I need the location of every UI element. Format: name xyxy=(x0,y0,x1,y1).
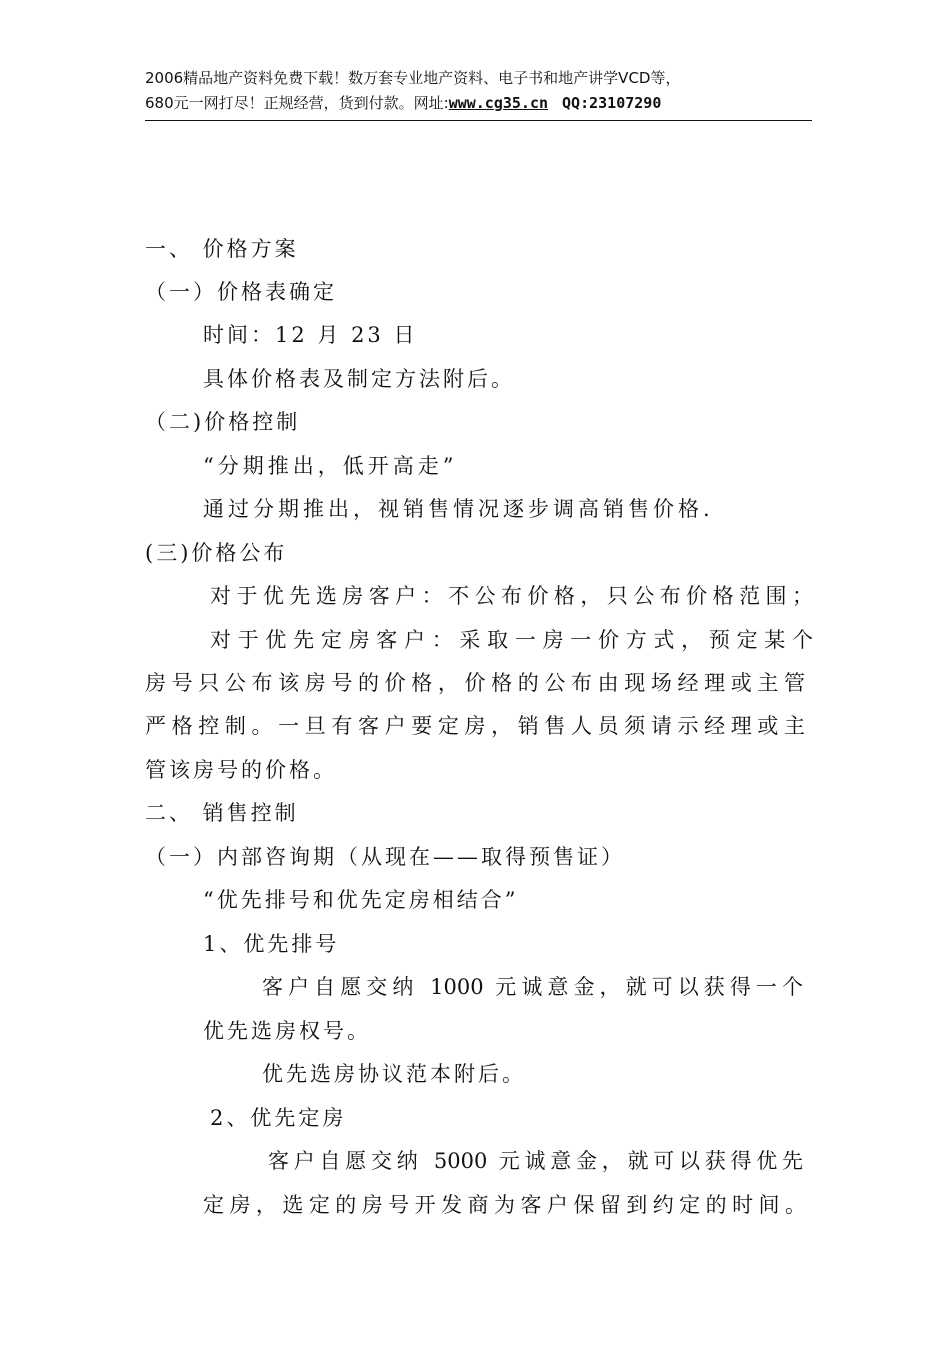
section-2-1-slogan: “优先排号和优先定房相结合” xyxy=(203,888,519,912)
section-2-1-item-2-line-1: 客户自愿交纳 5000 元诚意金，就可以获得优先 xyxy=(268,1149,803,1173)
section-2-1-item-2-line-2: 定房，选定的房号开发商为客户保留到约定的时间。 xyxy=(203,1193,806,1217)
section-2-1-item-2-title: 2、优先定房 xyxy=(210,1106,347,1130)
section-2-title: 二、 销售控制 xyxy=(145,801,299,825)
section-1-3-para-2-line-4: 管该房号的价格。 xyxy=(145,758,337,782)
header-line-2-text: 680元一网打尽！正规经营，货到付款。网址: xyxy=(145,94,449,112)
header-line-1: 2006精品地产资料免费下载！数万套专业地产资料、电子书和地产讲学VCD等， xyxy=(145,69,681,87)
section-2-1-title: （一）内部咨询期（从现在——取得预售证） xyxy=(145,845,625,869)
section-1-3-para-1: 对于优先选房客户：不公布价格，只公布价格范围； xyxy=(210,584,813,608)
section-2-1-item-1-note: 优先选房协议范本附后。 xyxy=(262,1062,526,1086)
section-1-3-para-2-line-1: 对于优先定房客户：采取一房一价方式，预定某个 xyxy=(210,628,813,652)
section-1-3-title: (三)价格公布 xyxy=(145,541,288,565)
section-2-1-item-1-line-1: 客户自愿交纳 1000 元诚意金，就可以获得一个 xyxy=(262,975,803,999)
section-1-1-time: 时间：12 月 23 日 xyxy=(203,323,418,347)
section-1-2-body: 通过分期推出，视销售情况逐步调高销售价格. xyxy=(203,497,714,521)
section-2-1-item-1-title: 1、优先排号 xyxy=(203,932,340,956)
header-line-2 xyxy=(145,91,812,116)
qq-number: QQ:23107290 xyxy=(562,94,662,112)
section-1-3-para-2-line-2: 房号只公布该房号的价格，价格的公布由现场经理或主管 xyxy=(145,671,805,695)
section-1-1-title: （一）价格表确定 xyxy=(145,280,337,304)
section-1-3-para-2-line-3: 严格控制。一旦有客户要定房，销售人员须请示经理或主 xyxy=(145,714,805,738)
section-2-1-item-1-line-2: 优先选房权号。 xyxy=(203,1019,371,1043)
section-1-1-body: 具体价格表及制定方法附后。 xyxy=(203,367,515,391)
section-1-title: 一、 价格方案 xyxy=(145,237,299,261)
page-header xyxy=(145,66,812,121)
section-1-2-slogan: “分期推出，低开高走” xyxy=(203,454,458,478)
section-1-2-title: （二)价格控制 xyxy=(145,410,301,434)
website-link[interactable]: www.cg35.cn xyxy=(448,94,549,112)
